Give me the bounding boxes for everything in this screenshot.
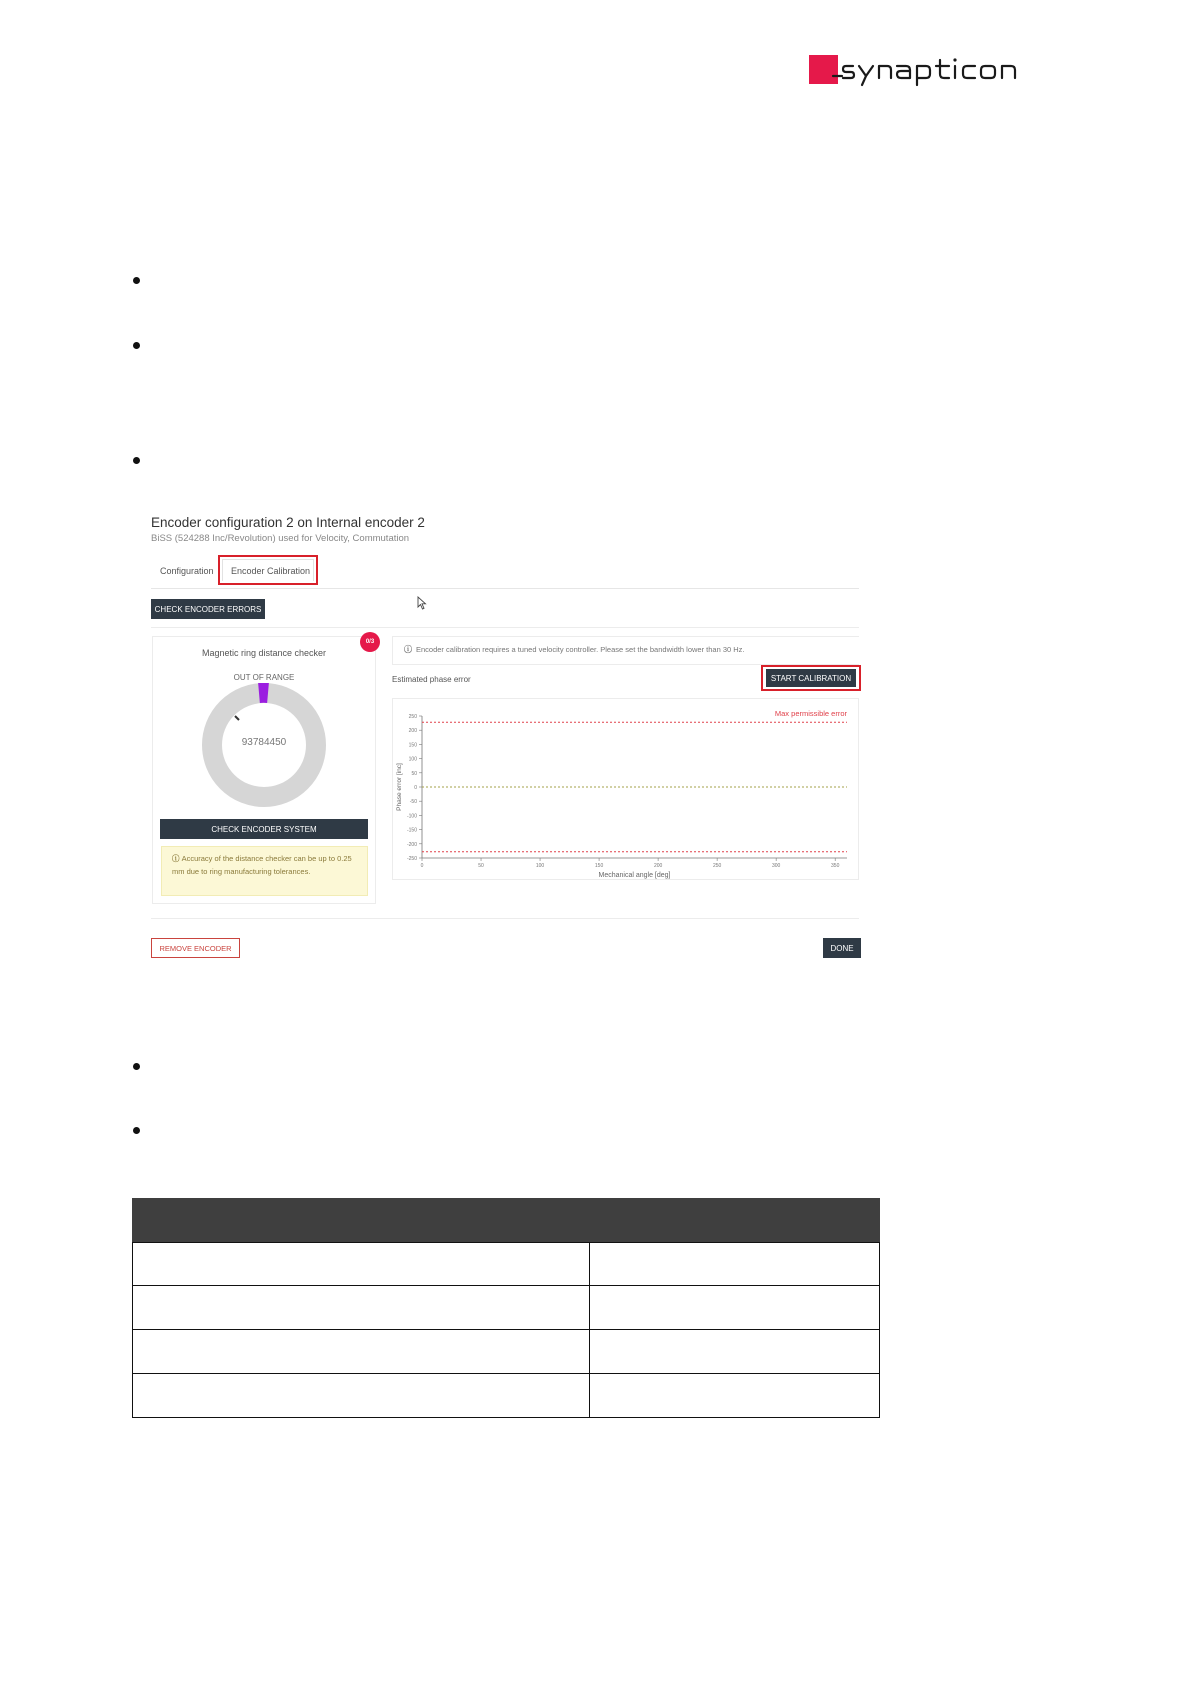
y-tick-label: -250 <box>406 856 417 862</box>
start-calibration-button[interactable]: START CALIBRATION <box>766 669 856 687</box>
done-button[interactable]: DONE <box>823 938 861 958</box>
y-axis-label: Phase error [inc] <box>396 763 403 811</box>
distance-status: OUT OF RANGE <box>233 673 295 682</box>
bullet-point <box>133 342 140 349</box>
x-tick-label: 50 <box>478 863 484 869</box>
phase-error-chart <box>392 698 859 880</box>
y-tick-label: -200 <box>406 841 417 848</box>
separator <box>151 627 859 628</box>
tab-encoder-calibration[interactable]: Encoder Calibration <box>231 566 311 576</box>
x-tick-label: 100 <box>535 863 545 869</box>
status-badge: 0/3 <box>360 632 380 652</box>
x-tick-label: 350 <box>831 863 840 869</box>
x-tick-label: 150 <box>594 863 604 869</box>
check-encoder-system-button[interactable]: CHECK ENCODER SYSTEM <box>160 819 368 839</box>
x-axis-label: Mechanical angle [deg] <box>598 872 671 879</box>
check-encoder-errors-button[interactable]: CHECK ENCODER ERRORS <box>151 599 265 619</box>
y-tick-label: 200 <box>408 728 417 735</box>
y-tick-label: 250 <box>408 714 417 720</box>
separator <box>151 918 859 919</box>
encoder-config-title: Encoder configuration 2 on Internal encoder 2 <box>151 515 425 530</box>
table-row <box>132 1374 880 1418</box>
estimated-phase-error-label: Estimated phase error <box>392 675 471 684</box>
table-row <box>132 1286 880 1330</box>
distance-value: 93784450 <box>241 737 287 748</box>
brand-logo <box>809 52 1071 88</box>
bullet-point <box>133 457 140 464</box>
y-tick-label: -100 <box>406 813 417 820</box>
y-tick-label: -50 <box>409 799 417 806</box>
table-row <box>132 1242 880 1286</box>
y-tick-label: 0 <box>414 785 417 791</box>
bullet-point <box>133 277 140 284</box>
y-tick-label: -150 <box>406 827 417 834</box>
info-circle-icon: ⓘ <box>404 645 412 654</box>
info-frame-left <box>392 636 393 664</box>
calibration-info-text: Encoder calibration requires a tuned velocity controller. Please set the bandwidth lower than 30 Hz. <box>416 645 745 654</box>
y-tick-label: 50 <box>411 770 417 777</box>
tab-configuration[interactable]: Configuration <box>160 566 214 576</box>
distance-checker-title: Magnetic ring distance checker <box>201 648 327 658</box>
bullet-point <box>133 1127 140 1134</box>
table-header <box>132 1198 880 1242</box>
remove-encoder-button[interactable]: REMOVE ENCODER <box>151 938 240 958</box>
bullet-point <box>133 1063 140 1070</box>
y-tick-label: 150 <box>408 742 417 749</box>
reference-line-label: Max permissible error <box>774 709 847 719</box>
x-tick-label: 250 <box>712 863 722 869</box>
x-tick-label: 300 <box>771 863 781 869</box>
encoder-config-subtitle: BiSS (524288 Inc/Revolution) used for Velocity, Commutation <box>151 533 410 544</box>
y-tick-label: 100 <box>408 756 417 763</box>
table-row <box>132 1330 880 1374</box>
x-tick-label: 0 <box>420 863 424 869</box>
accuracy-warning-text: ⓘ Accuracy of the distance checker can be up to 0.25 mm due to ring manufacturing tolerances. <box>172 854 352 876</box>
info-frame-top <box>392 636 859 637</box>
info-circle-icon: ⓘ <box>172 854 180 863</box>
mouse-cursor-icon <box>417 596 427 610</box>
x-tick-label: 200 <box>653 863 663 869</box>
tab-underline <box>151 588 859 589</box>
